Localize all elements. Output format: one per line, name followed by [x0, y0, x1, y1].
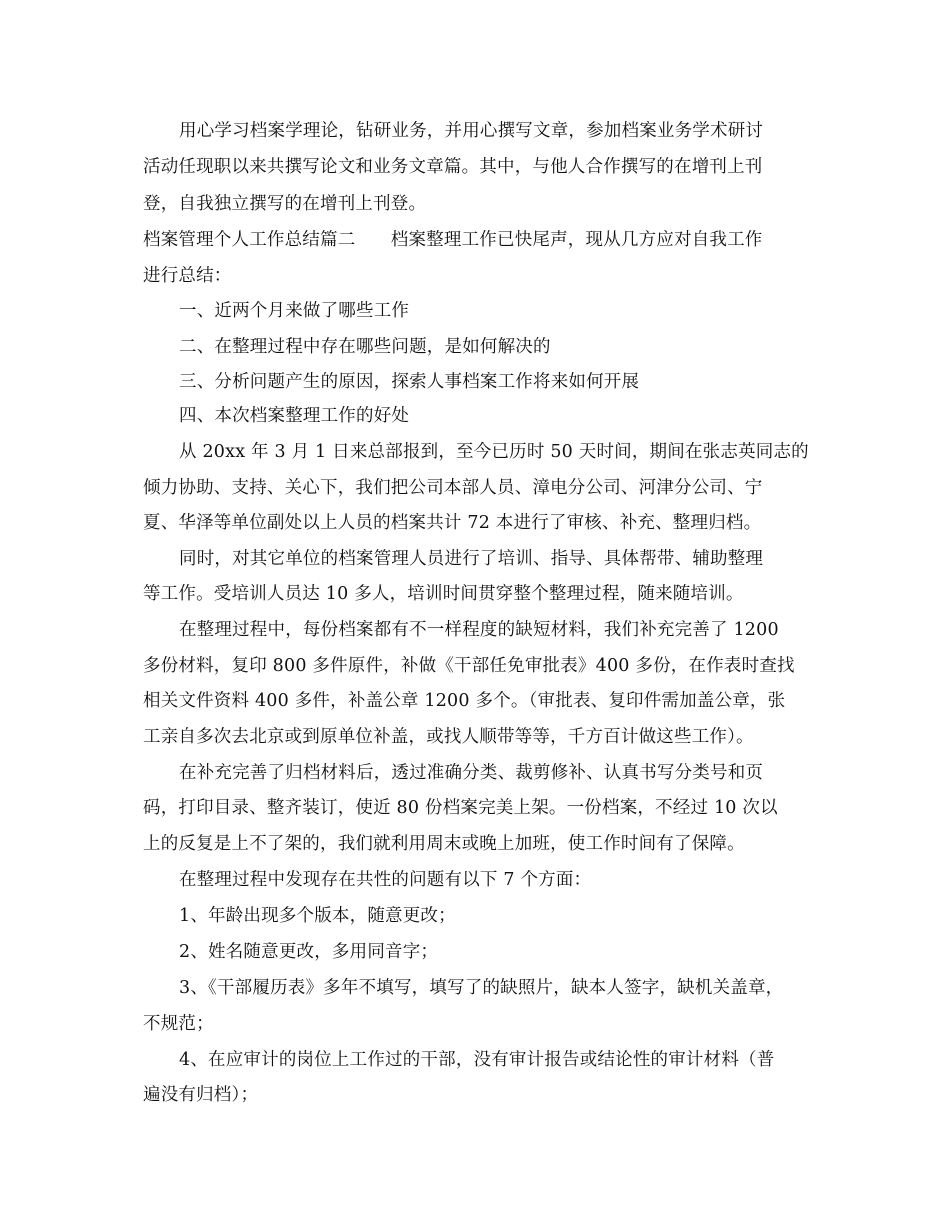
list-item: 三、分析问题产生的原因，探索人事档案工作将来如何开展	[179, 372, 640, 392]
paragraph-line: 在整理过程中发现存在共性的问题有以下 7 个方面：	[179, 870, 592, 890]
paragraph-line: 进行总结：	[143, 266, 232, 286]
list-item: 四、本次档案整理工作的好处	[179, 406, 410, 426]
section-heading-line: 档案管理个人工作总结篇二 档案整理工作已快尾声，现从几方应对自我工作	[143, 230, 763, 250]
list-item: 一、近两个月来做了哪些工作	[179, 301, 410, 321]
paragraph-line: 不规范；	[143, 1014, 214, 1034]
list-item: 1、年龄出现多个版本，随意更改；	[179, 906, 456, 926]
paragraph-line: 码，打印目录、整齐装订，使近 80 份档案完美上架。一份档案，不经过 10 次以	[143, 798, 778, 818]
paragraph-line: 登，自我独立撰写的在增刊上刊登。	[143, 194, 427, 214]
paragraph-line: 夏、华泽等单位副处以上人员的档案共计 72 本进行了审核、补充、整理归档。	[143, 513, 762, 533]
list-item: 3、《干部履历表》多年不填写，填写了的缺照片，缺本人签字，缺机关盖章，	[179, 978, 784, 998]
paragraph-line: 遍没有归档）；	[143, 1085, 259, 1105]
paragraph-line: 从 20xx 年 3 月 1 日来总部报到，至今已历时 50 天时间，期间在张志英同志的	[179, 442, 809, 462]
paragraph-line: 用心学习档案学理论，钻研业务，并用心撰写文章，参加档案业务学术研讨	[179, 121, 764, 141]
paragraph-line: 多份材料，复印 800 多件原件，补做《干部任免审批表》400 多份，在作表时查找	[143, 656, 795, 676]
paragraph-line: 工亲自多次去北京或到原单位补盖，或找人顺带等等，千方百计做这些工作）。	[143, 727, 754, 747]
list-item: 二、在整理过程中存在哪些问题，是如何解决的	[179, 337, 551, 357]
paragraph-line: 相关文件资料 400 多件，补盖公章 1200 多个。（审批表、复印件需加盖公章，张	[143, 691, 786, 711]
paragraph-line: 上的反复是上不了架的，我们就利用周末或晚上加班，使工作时间有了保障。	[143, 834, 745, 854]
paragraph-line: 在整理过程中，每份档案都有不一样程度的缺短材料，我们补充完善了 1200	[179, 620, 779, 640]
list-item: 2、姓名随意更改，多用同音字；	[179, 942, 439, 962]
paragraph-line: 等工作。受培训人员达 10 多人，培训时间贯穿整个整理过程，随来随培训。	[143, 584, 744, 604]
paragraph-line: 在补充完善了归档材料后，透过准确分类、裁剪修补、认真书写分类号和页	[179, 763, 764, 783]
paragraph-line: 同时，对其它单位的档案管理人员进行了培训、指导、具体帮带、辅助整理	[179, 549, 764, 569]
list-item: 4、在应审计的岗位上工作过的干部，没有审计报告或结论性的审计材料（普	[179, 1050, 775, 1070]
paragraph-line: 倾力协助、支持、关心下，我们把公司本部人员、漳电分公司、河津分公司、宁	[143, 478, 763, 498]
paragraph-line: 活动任现职以来共撰写论文和业务文章篇。其中，与他人合作撰写的在增刊上刊	[143, 157, 763, 177]
